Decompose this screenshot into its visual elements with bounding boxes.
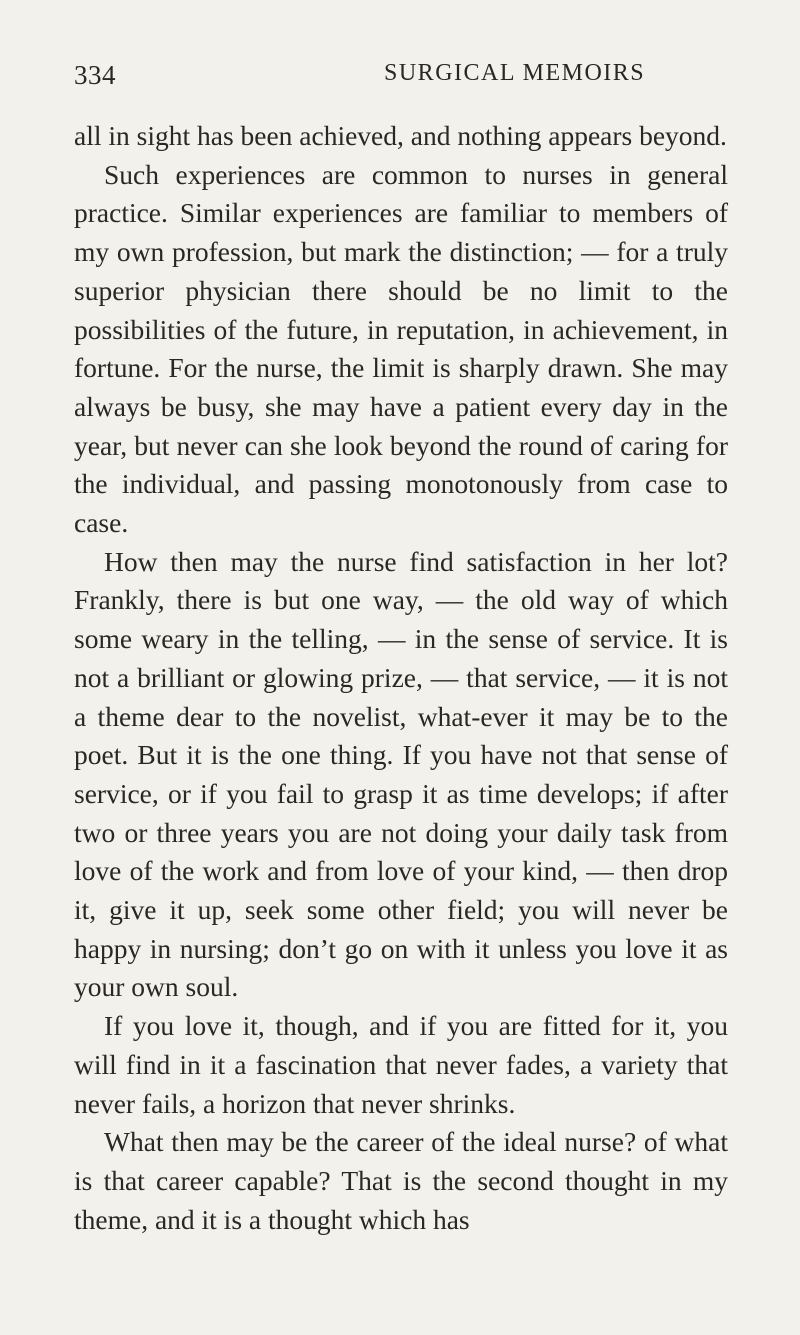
- page-number: 334: [74, 60, 116, 90]
- paragraph: Such experiences are common to nurses in general practice. Similar experiences are familiar to members of my own profession, but mark the distinction; — for a truly superior physician there should be no limit to the possibilities of the future, in reputation, in achievement, in fortune. For the nurse, the limit is sharply drawn. She may always be busy, she may have a patient every day in the year, but never can she look beyond the round of caring for the individual, and passing monotonously from case to case.: [74, 158, 728, 539]
- running-head: SURGICAL MEMOIRS: [384, 60, 646, 86]
- paragraph: How then may the nurse find satisfaction in her lot? Frankly, there is but one way, — the old way of which some weary in the telling, — in the sense of service. It is not a brilliant or glowing prize, — that service, — it is not a theme dear to the novelist, what-ever it may be to the poet. But it is the one thing. If you have not that sense of service, or if you fail to grasp it as time develops; if after two or three years you are not doing your daily task from love of the work and from love of your kind, — then drop it, give it up, seek some other field; you will never be happy in nursing; don’t go on with it unless you love it as your own soul.: [74, 545, 728, 1003]
- paragraph: If you love it, though, and if you are fitted for it, you will find in it a fascination that never fades, a variety that never fails, a horizon that never shrinks.: [74, 1010, 728, 1119]
- page-header: [74, 60, 726, 100]
- body-text: [74, 117, 728, 1239]
- paragraph: What then may be the career of the ideal nurse? of what is that career capable? That is the second thought in my theme, and it is a thought which has: [74, 1126, 728, 1235]
- paragraph: all in sight has been achieved, and nothing appears beyond.: [74, 120, 727, 151]
